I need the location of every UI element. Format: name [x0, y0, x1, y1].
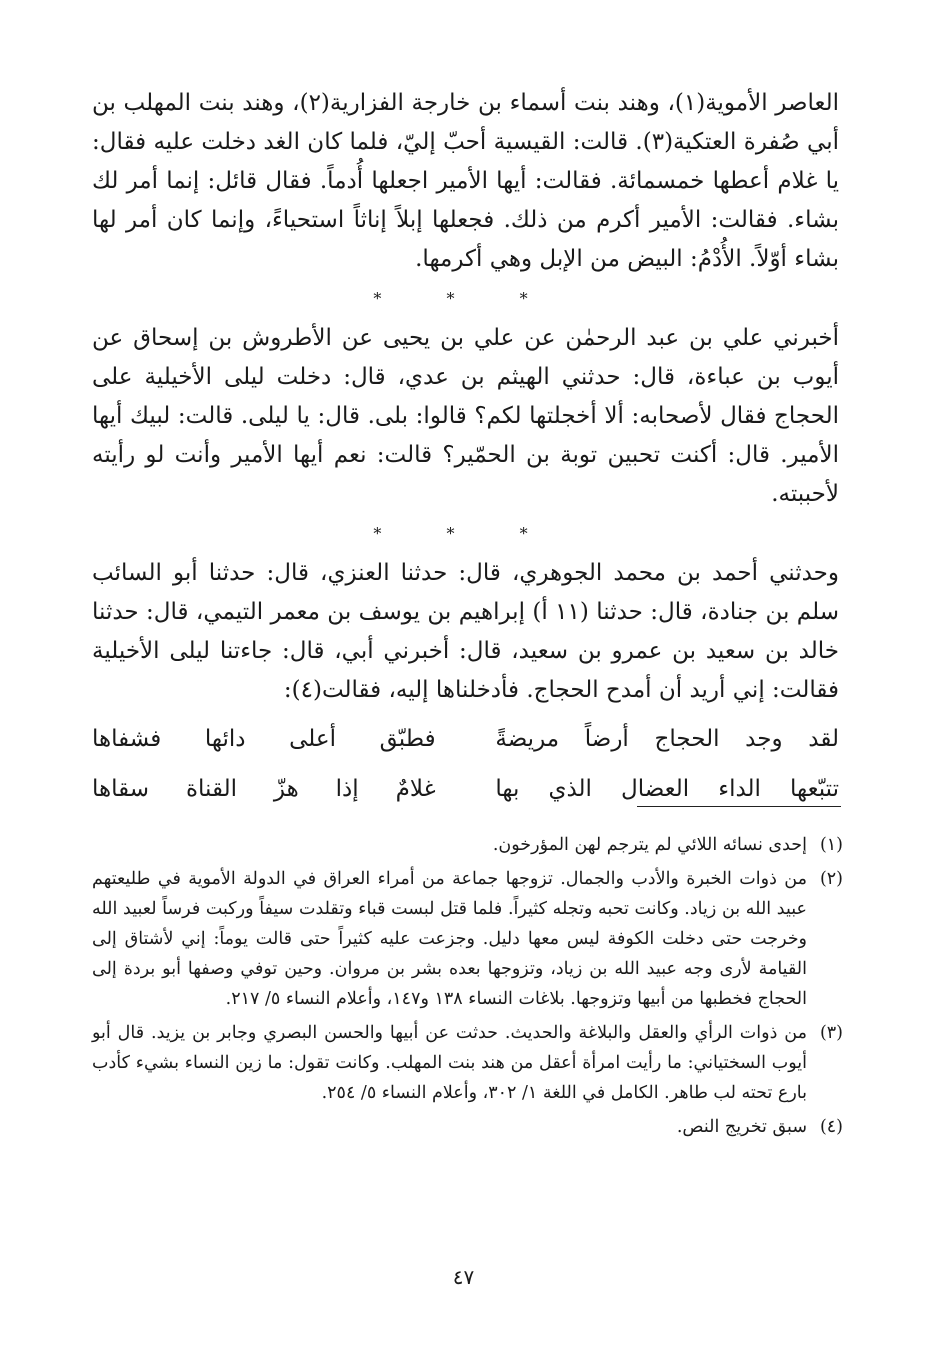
poem: [92, 714, 839, 814]
footnotes: [92, 830, 843, 1146]
verse-first-hemistich: تتبّعها الداء العضال الذي بها: [495, 776, 839, 802]
verse-second-hemistich: غلامٌ إذا هزّ القناة سقاها: [92, 776, 436, 802]
footnote-text: من ذوات الخبرة والأدب والجمال. تزوجها جماعة من أمراء العراق في الدولة الأموية في طليعتهم عبيد الله بن زياد. وكانت تحبه وتجله كثيراً. فلما قتل لبست قباء وتقلدت سيفاً وركبت فرساً لعبيد الله وخرجت حتى دخلت الكوفة ليس معها دليل. وجزعت عليه كثيراً حتى قالت يوماً: إني لأشتاق إلى القيامة لأرى وجه عبيد الله بن زياد، وتزوجها بعده بشر بن مروان. وحين توفي وصفها أبو بردة إلى الحجاج فخطبها من أبيها وتزوجها. بلاغات النساء ١٣٨ و١٤٧، وأعلام النساء ٥/ ٢١٧.: [92, 869, 807, 1009]
footnote-number: (٢): [819, 869, 843, 889]
footnote-text: سبق تخريج النص.: [676, 1117, 807, 1137]
page-number: ٤٧: [452, 1265, 475, 1289]
footnote-text: من ذوات الرأي والعقل والبلاغة والحديث. حدثت عن أبيها والحسن البصري وجابر بن يزيد. قال أبو أيوب السختياني: ما رأيت امرأة أعقل من هند بنت المهلب. وكانت تقول: ما زين النساء بشيء كأدب بارع تحته لب طاهر. الكامل في اللغة ١/ ٣٠٢، وأعلام النساء ٥/ ٢٥٤.: [92, 1023, 807, 1103]
footnote-number: (١): [819, 835, 843, 855]
paragraph-1: العاصر الأموية(١)، وهند بنت أسماء بن خارجة الفزارية(٢)، وهند بنت المهلب بن أبي صُفرة العتكية(٣). قالت: القيسية أحبّ إليّ، فلما كان الغد دخلت عليه فقال: يا غلام أعطها خمسمائة. فقالت: أيها الأمير اجعلها أُدماً. فقال قائل: إنما أمر لك بشاء. فقالت: الأمير أكرم من ذلك. فجعلها إبلاً إناثاً استحياءً، وإنما كان أمر لها بشاء أوّلاً. الأُدْمُ: البيض من الإبل وهي أكرمها.: [92, 90, 839, 272]
footnote: [92, 1112, 843, 1142]
paragraph-3: وحدثني أحمد بن محمد الجوهري، قال: حدثنا العنزي، قال: حدثنا أبو السائب سلم بن جنادة، قال: حدثنا (١١ أ) إبراهيم بن يوسف بن معمر التيمي، قال: حدثنا خالد بن سعيد بن عمرو بن سعيد، قال: أخبرني أبي، قال: جاءتنا ليلى الأخيلية فقالت: إني أريد أن أمدح الحجاج. فأدخلناها إليه، فقالت(٤):: [92, 560, 839, 703]
footnote-divider: [637, 806, 841, 807]
poem-verse: [92, 714, 839, 764]
footnote-number: (٤): [819, 1117, 843, 1137]
footnote-number: (٣): [819, 1023, 843, 1043]
footnote: [92, 830, 843, 860]
verse-first-hemistich: لقد وجد الحجاج أرضاً مريضةً: [495, 726, 839, 752]
paragraph-2: أخبرني علي بن عبد الرحمٰن عن علي بن يحيى عن الأطروش بن إسحاق عن أيوب بن عباءة، قال: حدثني الهيثم بن عدي، قال: دخلت ليلى الأخيلية على الحجاج فقال لأصحابه: ألا أخجلتها لكم؟ قالوا: بلى. قال: يا ليلى. قالت: لبيك أيها الأمير. قال: أكنت تحبين توبة بن الحمّير؟ قالت: نعم أيها الأمير وأنت لو رأيته لأحببته.: [92, 325, 839, 507]
footnote: [92, 1018, 843, 1108]
verse-second-hemistich: فطبّق أعلى دائها فشفاها: [92, 726, 436, 752]
footnote-text: إحدى نسائه اللائي لم يترجم لهن المؤرخون.: [492, 835, 807, 855]
section-separator-2: * * *: [373, 524, 558, 543]
footnote: [92, 864, 843, 1014]
section-separator-1: * * *: [373, 289, 558, 308]
main-text: [92, 84, 839, 814]
